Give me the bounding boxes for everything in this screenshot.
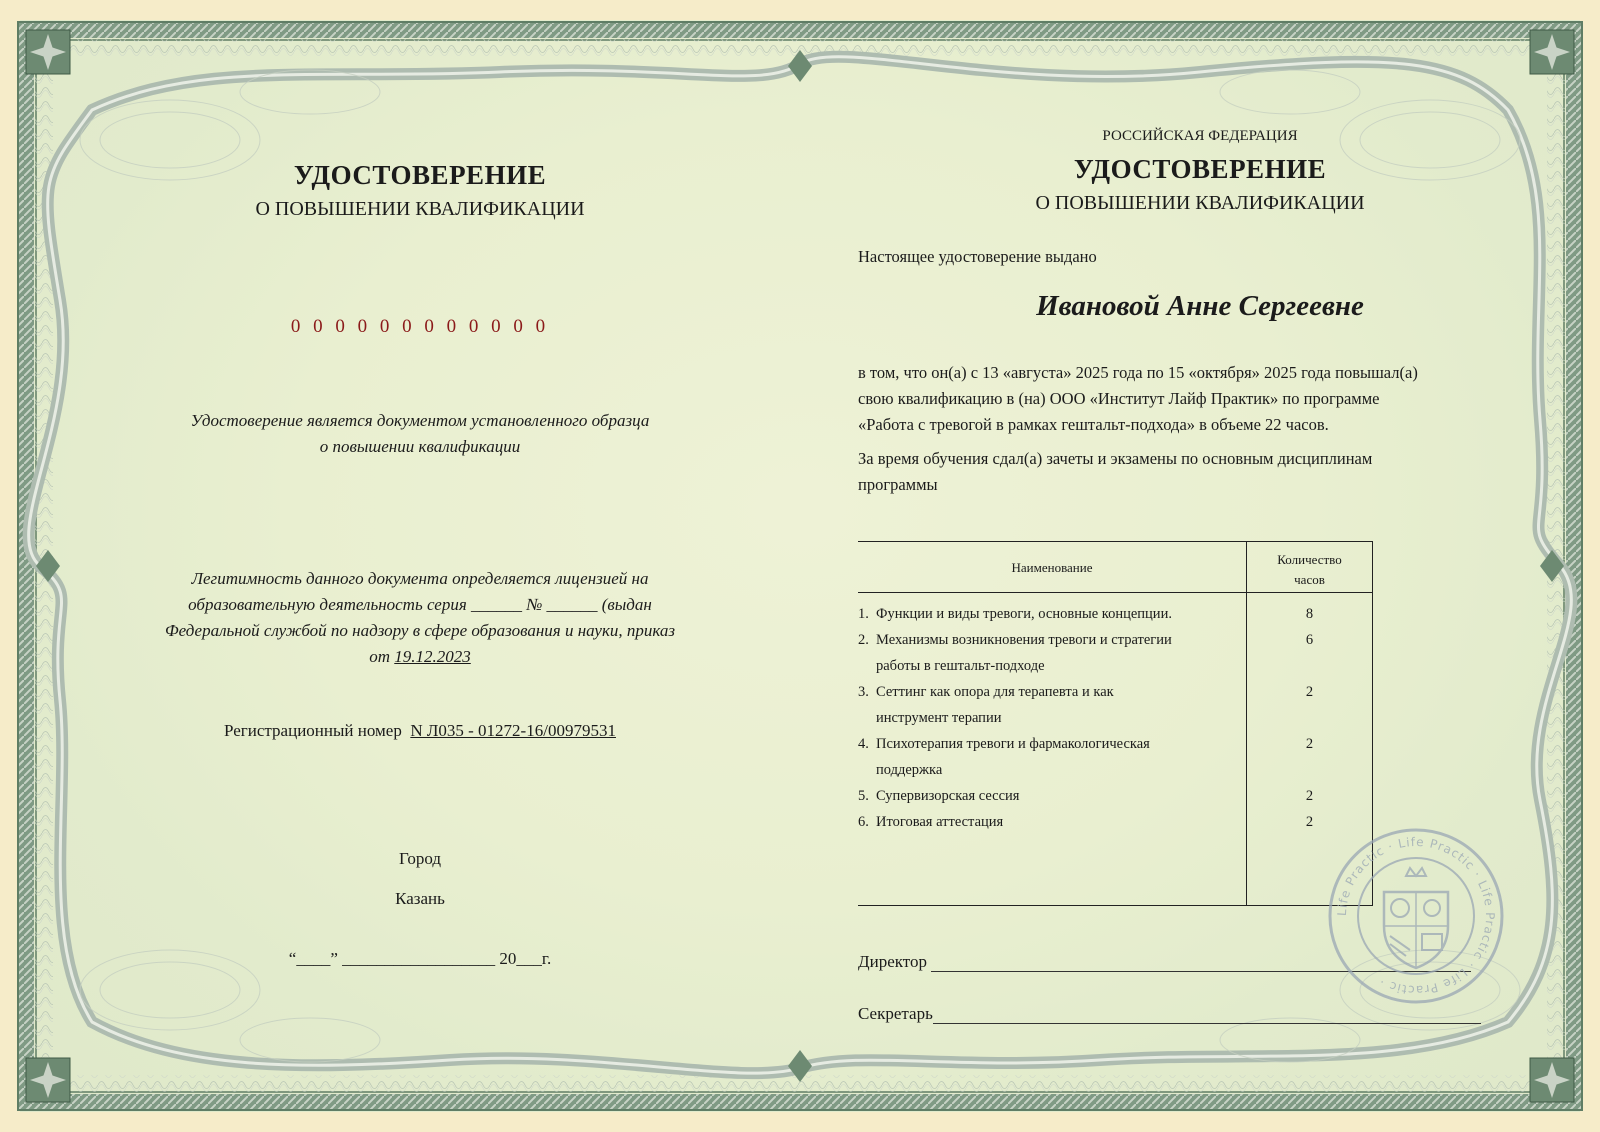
director-label: Директор (858, 952, 927, 971)
svg-text:Life Practic · Life Practic ·: Life Practic · Life Practic · Life Practic · Life Practic · (1334, 834, 1498, 998)
table-row: 6. Итоговая аттестация 2 (858, 814, 1314, 830)
secretary-signature-line (858, 1004, 1498, 1024)
country-label: РОССИЙСКАЯ ФЕДЕРАЦИЯ (1102, 128, 1298, 144)
issued-to-label: Настоящее удостоверение выдано (858, 247, 1097, 266)
left-note (140, 408, 700, 460)
seal-stamp-icon (1326, 826, 1506, 1006)
secretary-label: Секретарь (858, 1004, 933, 1023)
courses-table (858, 541, 1373, 906)
exam-text (858, 446, 1498, 498)
issue-date-line: “____” __________________ 20___г. (288, 949, 552, 968)
table-row: 1. Функции и виды тревоги, основные концепции. 8 (858, 606, 1314, 622)
registration-label: Регистрационный номер (224, 721, 402, 740)
certificate-number: 0 0 0 0 0 0 0 0 0 0 0 0 (290, 316, 550, 337)
table-row: 5. Супервизорская сессия 2 (858, 788, 1314, 804)
legit-line-2: образовательную деятельность серия ______ № ______ (выдан (188, 595, 652, 614)
column-header-name: Наименование (1011, 560, 1093, 575)
exam-line-1: За время обучения сдал(а) зачеты и экзамены по основным дисциплинам (858, 449, 1373, 468)
training-text (858, 360, 1498, 438)
exam-line-2: программы (858, 475, 938, 494)
right-title: УДОСТОВЕРЕНИЕ (1073, 154, 1327, 184)
legit-line-3: Федеральной службой по надзору в сфере образования и науки, приказ (164, 621, 676, 640)
legitimacy-text (120, 566, 720, 670)
table-row: 3. Сеттинг как опора для терапевта и как инструмент терапии 2 (858, 684, 1314, 726)
course-rows (858, 601, 1373, 835)
secretary-signature-field (933, 1005, 1481, 1024)
registration-number: N Л035 - 01272-16/00979531 (410, 721, 616, 740)
note-line-2: о повышении квалификации (319, 437, 521, 456)
license-date: 19.12.2023 (394, 647, 471, 666)
left-title: УДОСТОВЕРЕНИЕ (293, 160, 547, 190)
city-value: Казань (395, 889, 445, 908)
note-line-1: Удостоверение является документом установленного образца (190, 411, 650, 430)
registration-line (120, 718, 720, 744)
table-row: 4. Психотерапия тревоги и фармакологическая поддержка 2 (858, 736, 1314, 778)
table-row: 2. Механизмы возникновения тревоги и стратегии работы в гештальт-подходе 6 (858, 632, 1314, 674)
column-header-hours: Количество часов (1277, 552, 1342, 587)
city-label: Город (399, 849, 441, 868)
training-line-2: свою квалификацию в (на) ООО «Институт Лайф Практик» по программе (858, 389, 1380, 408)
legit-line-4: от 19.12.2023 (369, 647, 471, 666)
left-subtitle: О ПОВЫШЕНИИ КВАЛИФИКАЦИИ (255, 198, 585, 220)
recipient-name: Ивановой Анне Сергеевне (1036, 290, 1364, 322)
legit-line-1: Легитимность данного документа определяется лицензией на (191, 569, 649, 588)
right-subtitle: О ПОВЫШЕНИИ КВАЛИФИКАЦИИ (1035, 192, 1365, 214)
training-line-3: «Работа с тревогой в рамках гештальт-подхода» в объеме 22 часов. (858, 415, 1329, 434)
training-line-1: в том, что он(а) с 13 «августа» 2025 года по 15 «октября» 2025 года повышал(а) (858, 363, 1418, 382)
